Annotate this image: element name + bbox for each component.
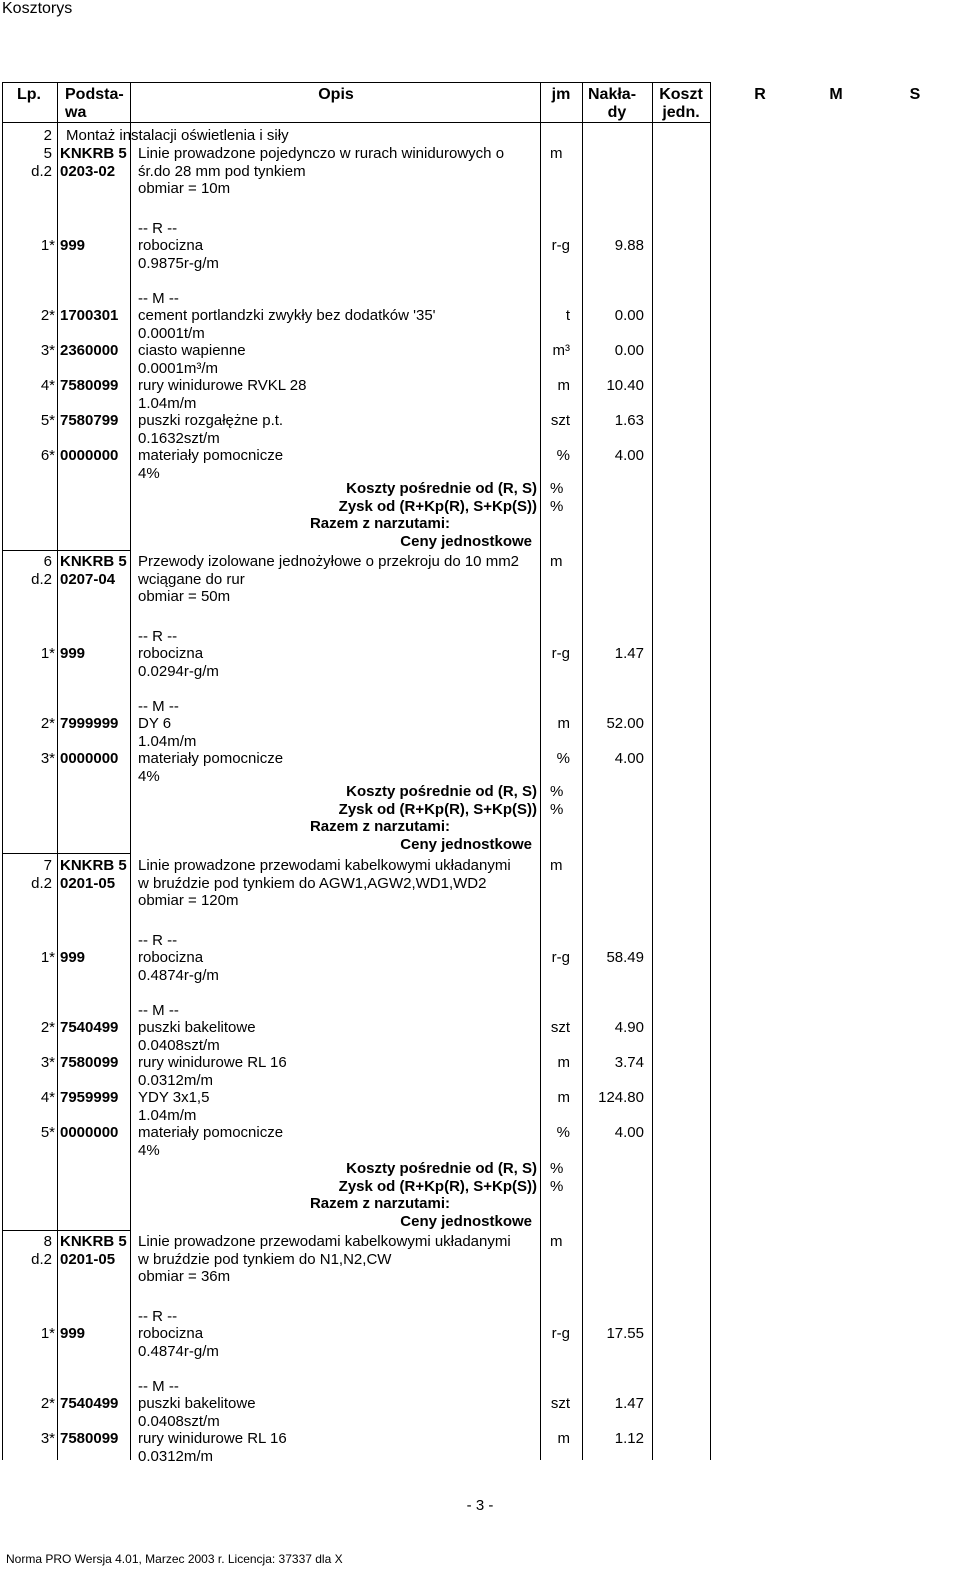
- header-s: S: [909, 86, 921, 103]
- resource-number: 1*: [40, 645, 55, 662]
- summary-percent: %: [550, 480, 564, 497]
- resource-group-header: -- M --: [138, 697, 179, 715]
- resource-quantity: 52.00: [606, 715, 644, 732]
- resource-quantity: 17.55: [606, 1325, 644, 1342]
- summary-with-overheads: Razem z narzutami:: [309, 818, 450, 835]
- position-section: d.2: [31, 163, 52, 180]
- resource-code: 7580099: [60, 1054, 119, 1071]
- resource-name: YDY 3x1,5: [138, 1089, 210, 1106]
- position-description: obmiar = 50m: [138, 588, 231, 605]
- position-basis: KNKRB 5: [60, 553, 127, 570]
- resource-unit: r-g: [551, 1325, 570, 1342]
- resource-norm: 0.0408szt/m: [138, 1412, 220, 1430]
- resource-name: rury winidurowe RL 16: [138, 1054, 287, 1071]
- resource-code: 7540499: [60, 1019, 119, 1036]
- summary-profit: Zysk od (R+Kp(R), S+Kp(S)): [338, 1177, 537, 1195]
- header-naklady: Nakła-: [588, 86, 637, 103]
- summary-percent: %: [550, 783, 564, 800]
- resource-number: 2*: [40, 715, 55, 732]
- resource-number: 2*: [40, 1019, 55, 1036]
- resource-code: 2360000: [60, 342, 119, 359]
- header-podstawa: Podsta-: [65, 86, 124, 103]
- resource-quantity: 0.00: [614, 342, 644, 359]
- position-description: Linie prowadzone przewodami kabelkowymi układanymi: [138, 857, 511, 874]
- resource-norm: 0.1632szt/m: [138, 429, 220, 447]
- resource-code: 0000000: [60, 447, 119, 464]
- resource-number: 3*: [40, 750, 55, 767]
- resource-norm: 0.9875r-g/m: [138, 254, 219, 272]
- resource-unit: %: [556, 750, 570, 767]
- summary-percent: %: [550, 800, 564, 818]
- position-basis-code: 0203-02: [60, 163, 116, 180]
- summary-indirect-costs: Koszty pośrednie od (R, S): [346, 1160, 537, 1177]
- position-basis: KNKRB 5: [60, 857, 127, 874]
- resource-quantity: 58.49: [606, 949, 644, 966]
- column-divider: [2, 82, 3, 1460]
- resource-quantity: 10.40: [606, 377, 644, 394]
- header-koszt-2: jedn.: [662, 104, 700, 121]
- resource-unit: %: [556, 1124, 570, 1141]
- page-number: - 3 -: [466, 1497, 494, 1514]
- resource-number: 1*: [40, 1325, 55, 1342]
- resource-code: 999: [60, 237, 86, 254]
- header-m: M: [829, 86, 843, 103]
- resource-group-header: -- R --: [138, 627, 178, 645]
- resource-number: 3*: [40, 1430, 55, 1447]
- resource-number: 2*: [40, 1395, 55, 1412]
- row-divider: [2, 122, 710, 123]
- position-description: Linie prowadzone przewodami kabelkowymi układanymi: [138, 1233, 511, 1250]
- resource-unit: szt: [550, 1019, 570, 1036]
- position-unit: m: [550, 553, 563, 570]
- resource-number: 4*: [40, 377, 55, 394]
- position-unit: m: [550, 145, 563, 162]
- resource-norm: 4%: [138, 1141, 160, 1159]
- resource-quantity: 1.63: [614, 412, 644, 429]
- resource-unit: szt: [550, 1395, 570, 1412]
- resource-number: 5*: [40, 412, 55, 429]
- summary-unit-prices: Ceny jednostkowe: [400, 533, 532, 550]
- resource-unit: m: [557, 377, 570, 394]
- resource-quantity: 1.47: [614, 645, 644, 662]
- resource-code: 7580099: [60, 377, 119, 394]
- summary-unit-prices: Ceny jednostkowe: [400, 1213, 532, 1230]
- resource-number: 4*: [40, 1089, 55, 1106]
- resource-name: robocizna: [138, 645, 204, 662]
- resource-norm: 4%: [138, 767, 160, 785]
- resource-name: robocizna: [138, 237, 204, 254]
- section-title: Montaż instalacji oświetlenia i siły: [66, 127, 289, 144]
- position-description: w bruździe pod tynkiem do N1,N2,CW: [138, 1250, 392, 1268]
- resource-name: materiały pomocnicze: [138, 447, 284, 464]
- resource-quantity: 1.12: [614, 1430, 644, 1447]
- resource-name: materiały pomocnicze: [138, 1124, 284, 1141]
- resource-number: 2*: [40, 307, 55, 324]
- column-divider: [582, 82, 583, 1460]
- resource-code: 7580099: [60, 1430, 119, 1447]
- row-divider: [2, 82, 710, 83]
- resource-code: 7999999: [60, 715, 119, 732]
- resource-quantity: 124.80: [598, 1089, 644, 1106]
- resource-code: 1700301: [60, 307, 119, 324]
- position-basis-code: 0207-04: [60, 571, 116, 588]
- resource-code: 999: [60, 645, 86, 662]
- resource-name: robocizna: [138, 949, 204, 966]
- header-koszt: Koszt: [659, 86, 703, 103]
- resource-norm: 0.0312m/m: [138, 1447, 214, 1465]
- resource-name: ciasto wapienne: [138, 342, 246, 359]
- resource-name: robocizna: [138, 1325, 204, 1342]
- resource-norm: 0.0001m³/m: [138, 359, 219, 377]
- resource-quantity: 9.88: [614, 237, 644, 254]
- resource-number: 1*: [40, 949, 55, 966]
- position-unit: m: [550, 1233, 563, 1250]
- resource-code: 7580799: [60, 412, 119, 429]
- resource-quantity: 4.00: [614, 1124, 644, 1141]
- resource-unit: %: [556, 447, 570, 464]
- position-description: obmiar = 10m: [138, 180, 231, 197]
- resource-quantity: 3.74: [614, 1054, 644, 1071]
- resource-unit: szt: [550, 412, 570, 429]
- resource-quantity: 0.00: [614, 307, 644, 324]
- resource-unit: r-g: [551, 645, 570, 662]
- resource-unit: m³: [552, 342, 570, 359]
- resource-quantity: 4.90: [614, 1019, 644, 1036]
- position-basis: KNKRB 5: [60, 1233, 127, 1250]
- resource-code: 7540499: [60, 1395, 119, 1412]
- row-divider: [2, 853, 130, 854]
- resource-unit: m: [557, 1089, 570, 1106]
- resource-norm: 0.4874r-g/m: [138, 1342, 219, 1360]
- footer: Norma PRO Wersja 4.01, Marzec 2003 r. Licencja: 37337 dla X: [6, 1552, 343, 1566]
- resource-name: puszki bakelitowe: [138, 1019, 256, 1036]
- position-number: 5: [43, 145, 52, 162]
- resource-unit: r-g: [551, 237, 570, 254]
- column-divider: [57, 82, 58, 1460]
- resource-number: 1*: [40, 237, 55, 254]
- resource-quantity: 4.00: [614, 447, 644, 464]
- position-number: 8: [43, 1233, 52, 1250]
- row-divider: [2, 1230, 130, 1231]
- position-description: śr.do 28 mm pod tynkiem: [138, 162, 306, 180]
- resource-name: cement portlandzki zwykły bez dodatków '35': [138, 307, 436, 324]
- resource-name: puszki bakelitowe: [138, 1395, 256, 1412]
- header-podstawa-2: wa: [65, 104, 87, 121]
- position-basis-code: 0201-05: [60, 1251, 116, 1268]
- position-section: d.2: [31, 875, 52, 892]
- page-title: Kosztorys: [2, 0, 73, 17]
- column-divider: [652, 82, 653, 1460]
- column-divider: [710, 82, 711, 1460]
- resource-group-header: -- M --: [138, 1377, 179, 1395]
- row-divider: [2, 550, 130, 551]
- header-r: R: [754, 86, 766, 103]
- position-description: obmiar = 36m: [138, 1268, 231, 1285]
- resource-norm: 1.04m/m: [138, 394, 197, 412]
- position-description: Linie prowadzone pojedynczo w rurach winidurowych o: [138, 145, 505, 162]
- resource-norm: 0.0294r-g/m: [138, 662, 219, 680]
- resource-name: materiały pomocnicze: [138, 750, 284, 767]
- column-divider: [130, 82, 131, 1460]
- resource-name: rury winidurowe RL 16: [138, 1430, 287, 1447]
- summary-indirect-costs: Koszty pośrednie od (R, S): [346, 480, 537, 497]
- resource-group-header: -- M --: [138, 1001, 179, 1019]
- resource-quantity: 1.47: [614, 1395, 644, 1412]
- summary-profit: Zysk od (R+Kp(R), S+Kp(S)): [338, 800, 537, 818]
- position-unit: m: [550, 857, 563, 874]
- position-basis-code: 0201-05: [60, 875, 116, 892]
- header-opis: Opis: [318, 86, 354, 103]
- position-description: obmiar = 120m: [138, 892, 239, 909]
- resource-name: DY 6: [138, 715, 172, 732]
- resource-code: 0000000: [60, 750, 119, 767]
- summary-with-overheads: Razem z narzutami:: [309, 1195, 450, 1212]
- position-section: d.2: [31, 571, 52, 588]
- resource-code: 0000000: [60, 1124, 119, 1141]
- resource-group-header: -- R --: [138, 219, 178, 237]
- resource-code: 7959999: [60, 1089, 119, 1106]
- position-basis: KNKRB 5: [60, 145, 127, 162]
- resource-unit: r-g: [551, 949, 570, 966]
- summary-percent: %: [550, 1177, 564, 1195]
- summary-percent: %: [550, 497, 564, 515]
- resource-unit: t: [565, 307, 570, 324]
- position-description: wciągane do rur: [138, 570, 245, 588]
- resource-quantity: 4.00: [614, 750, 644, 767]
- position-number: 7: [43, 857, 52, 874]
- resource-code: 999: [60, 949, 86, 966]
- resource-norm: 1.04m/m: [138, 1106, 197, 1124]
- summary-with-overheads: Razem z narzutami:: [309, 515, 450, 532]
- position-description: Przewody izolowane jednożyłowe o przekroju do 10 mm2: [138, 553, 520, 570]
- resource-group-header: -- R --: [138, 1307, 178, 1325]
- column-divider: [540, 82, 541, 1460]
- resource-group-header: -- R --: [138, 931, 178, 949]
- position-number: 6: [43, 553, 52, 570]
- resource-number: 3*: [40, 342, 55, 359]
- summary-unit-prices: Ceny jednostkowe: [400, 836, 532, 853]
- resource-norm: 0.4874r-g/m: [138, 966, 219, 984]
- resource-unit: m: [557, 1054, 570, 1071]
- summary-indirect-costs: Koszty pośrednie od (R, S): [346, 783, 537, 800]
- header-lp: Lp.: [17, 86, 41, 103]
- position-description: w bruździe pod tynkiem do AGW1,AGW2,WD1,WD2: [138, 874, 487, 892]
- resource-number: 5*: [40, 1124, 55, 1141]
- resource-unit: m: [557, 1430, 570, 1447]
- resource-number: 3*: [40, 1054, 55, 1071]
- resource-unit: m: [557, 715, 570, 732]
- header-naklady-2: dy: [607, 104, 627, 121]
- summary-percent: %: [550, 1160, 564, 1177]
- resource-norm: 4%: [138, 464, 160, 482]
- resource-name: puszki rozgałężne p.t.: [138, 412, 284, 429]
- section-number: 2: [43, 127, 52, 144]
- resource-norm: 0.0001t/m: [138, 324, 205, 342]
- resource-norm: 1.04m/m: [138, 732, 197, 750]
- resource-code: 999: [60, 1325, 86, 1342]
- resource-norm: 0.0312m/m: [138, 1071, 214, 1089]
- resource-norm: 0.0408szt/m: [138, 1036, 220, 1054]
- resource-name: rury winidurowe RVKL 28: [138, 377, 307, 394]
- position-section: d.2: [31, 1251, 52, 1268]
- resource-number: 6*: [40, 447, 55, 464]
- resource-group-header: -- M --: [138, 289, 179, 307]
- summary-profit: Zysk od (R+Kp(R), S+Kp(S)): [338, 497, 537, 515]
- header-jm: jm: [551, 86, 571, 103]
